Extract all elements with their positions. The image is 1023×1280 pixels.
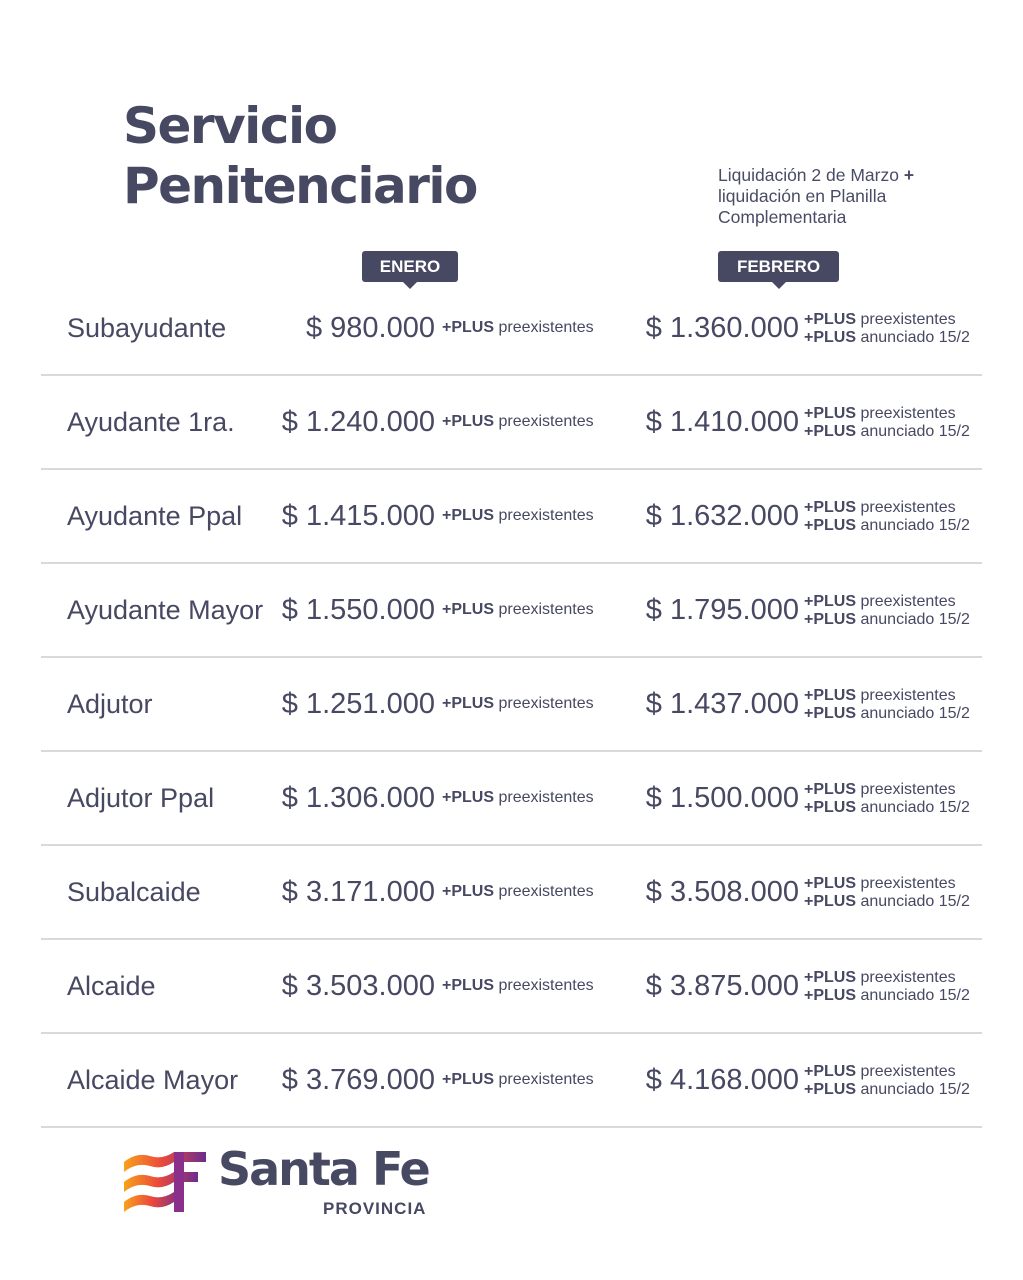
note-line-2: liquidación en Planilla	[718, 186, 887, 206]
enero-amount: $ 1.240.000	[281, 406, 435, 438]
rank-label: Subalcaide	[67, 877, 201, 907]
febrero-amount: $ 1.360.000	[645, 312, 799, 344]
enero-amount: $ 1.251.000	[281, 688, 435, 720]
page-title	[123, 96, 477, 216]
plus-label: +PLUS	[804, 875, 857, 892]
plus-label: +PLUS	[804, 517, 857, 534]
enero-plus-note	[442, 752, 594, 844]
note-line-1: Liquidación 2 de Marzo	[718, 165, 899, 185]
column-tag-enero: ENERO	[362, 251, 458, 282]
rank-label: Adjutor Ppal	[67, 783, 215, 813]
enero-plus-note	[442, 564, 594, 656]
febrero-amount: $ 1.632.000	[645, 500, 799, 532]
plus-label: +PLUS	[804, 687, 857, 704]
enero-plus-note	[442, 282, 594, 374]
enero-plus-note	[442, 658, 594, 750]
preexistentes-label: preexistentes	[498, 695, 594, 712]
plus-label: +PLUS	[804, 1081, 857, 1098]
plus-label: +PLUS	[442, 1071, 495, 1088]
table-row	[41, 658, 982, 752]
plus-label: +PLUS	[442, 413, 495, 430]
plus-label: +PLUS	[804, 799, 857, 816]
title-line-2: Penitenciario	[123, 157, 477, 215]
plus-label: +PLUS	[804, 781, 857, 798]
febrero-amount: $ 3.508.000	[645, 876, 799, 908]
santa-fe-flag-icon	[122, 1148, 208, 1216]
anunciado-label: anunciado 15/2	[860, 705, 970, 722]
anunciado-label: anunciado 15/2	[860, 517, 970, 534]
rank-label: Ayudante Ppal	[67, 501, 243, 531]
table-row	[41, 940, 982, 1034]
preexistentes-label: preexistentes	[860, 1063, 956, 1080]
febrero-amount: $ 3.875.000	[645, 970, 799, 1002]
preexistentes-label: preexistentes	[860, 593, 956, 610]
table-row	[41, 846, 982, 940]
enero-plus-note	[442, 376, 594, 468]
rank-label: Alcaide	[67, 971, 156, 1001]
salary-table	[0, 282, 1023, 1128]
table-row	[41, 564, 982, 658]
preexistentes-label: preexistentes	[860, 687, 956, 704]
plus-label: +PLUS	[804, 611, 857, 628]
table-row	[41, 470, 982, 564]
plus-label: +PLUS	[442, 695, 495, 712]
rank-label: Ayudante Mayor	[67, 595, 264, 625]
enero-amount: $ 1.550.000	[281, 594, 435, 626]
plus-label: +PLUS	[804, 593, 857, 610]
plus-label: +PLUS	[804, 969, 857, 986]
anunciado-label: anunciado 15/2	[860, 611, 970, 628]
febrero-plus-note	[804, 969, 970, 1005]
enero-plus-note	[442, 470, 594, 562]
enero-plus-note	[442, 940, 594, 1032]
preexistentes-label: preexistentes	[860, 781, 956, 798]
plus-label: +PLUS	[804, 1063, 857, 1080]
title-line-1: Servicio	[123, 97, 337, 155]
anunciado-label: anunciado 15/2	[860, 423, 970, 440]
logo-sub: PROVINCIA	[323, 1199, 427, 1218]
preexistentes-label: preexistentes	[860, 499, 956, 516]
table-row	[41, 1034, 982, 1128]
column-tag-febrero: FEBRERO	[718, 251, 839, 282]
plus-label: +PLUS	[442, 507, 495, 524]
plus-label: +PLUS	[442, 601, 495, 618]
rank-label: Ayudante 1ra.	[67, 407, 235, 437]
rank-label: Adjutor	[67, 689, 153, 719]
enero-amount: $ 980.000	[305, 312, 435, 344]
preexistentes-label: preexistentes	[860, 969, 956, 986]
febrero-amount: $ 1.795.000	[645, 594, 799, 626]
plus-label: +PLUS	[442, 977, 495, 994]
table-row	[41, 752, 982, 846]
febrero-amount: $ 4.168.000	[645, 1064, 799, 1096]
enero-amount: $ 1.415.000	[281, 500, 435, 532]
plus-label: +PLUS	[804, 405, 857, 422]
febrero-plus-note	[804, 875, 970, 911]
plus-label: +PLUS	[442, 883, 495, 900]
preexistentes-label: preexistentes	[498, 1071, 594, 1088]
preexistentes-label: preexistentes	[860, 875, 956, 892]
anunciado-label: anunciado 15/2	[860, 1081, 970, 1098]
febrero-plus-note	[804, 1063, 970, 1099]
febrero-amount: $ 1.437.000	[645, 688, 799, 720]
anunciado-label: anunciado 15/2	[860, 893, 970, 910]
note-plus: +	[903, 165, 915, 185]
preexistentes-label: preexistentes	[498, 789, 594, 806]
plus-label: +PLUS	[804, 311, 857, 328]
anunciado-label: anunciado 15/2	[860, 329, 970, 346]
plus-label: +PLUS	[442, 789, 495, 806]
febrero-plus-note	[804, 499, 970, 535]
plus-label: +PLUS	[804, 987, 857, 1004]
enero-amount: $ 3.769.000	[281, 1064, 435, 1096]
febrero-amount: $ 1.410.000	[645, 406, 799, 438]
preexistentes-label: preexistentes	[860, 405, 956, 422]
preexistentes-label: preexistentes	[860, 311, 956, 328]
table-row	[41, 376, 982, 470]
rank-label: Alcaide Mayor	[67, 1065, 239, 1095]
plus-label: +PLUS	[804, 893, 857, 910]
febrero-plus-note	[804, 781, 970, 817]
enero-amount: $ 3.171.000	[281, 876, 435, 908]
febrero-plus-note	[804, 687, 970, 723]
preexistentes-label: preexistentes	[498, 883, 594, 900]
febrero-plus-note	[804, 405, 970, 441]
preexistentes-label: preexistentes	[498, 977, 594, 994]
plus-label: +PLUS	[804, 499, 857, 516]
enero-amount: $ 3.503.000	[281, 970, 435, 1002]
plus-label: +PLUS	[804, 705, 857, 722]
enero-amount: $ 1.306.000	[281, 782, 435, 814]
preexistentes-label: preexistentes	[498, 319, 594, 336]
preexistentes-label: preexistentes	[498, 601, 594, 618]
table-row	[41, 282, 982, 376]
plus-label: +PLUS	[442, 319, 495, 336]
febrero-amount: $ 1.500.000	[645, 782, 799, 814]
plus-label: +PLUS	[804, 329, 857, 346]
rank-label: Subayudante	[67, 313, 227, 343]
febrero-plus-note	[804, 593, 970, 629]
note-line-3: Complementaria	[718, 207, 847, 227]
preexistentes-label: preexistentes	[498, 413, 594, 430]
enero-plus-note	[442, 1034, 594, 1126]
enero-plus-note	[442, 846, 594, 938]
anunciado-label: anunciado 15/2	[860, 799, 970, 816]
febrero-plus-note	[804, 311, 970, 347]
logo-name: Santa Fe	[218, 1142, 429, 1196]
preexistentes-label: preexistentes	[498, 507, 594, 524]
anunciado-label: anunciado 15/2	[860, 987, 970, 1004]
liquidation-note	[718, 165, 914, 228]
plus-label: +PLUS	[804, 423, 857, 440]
